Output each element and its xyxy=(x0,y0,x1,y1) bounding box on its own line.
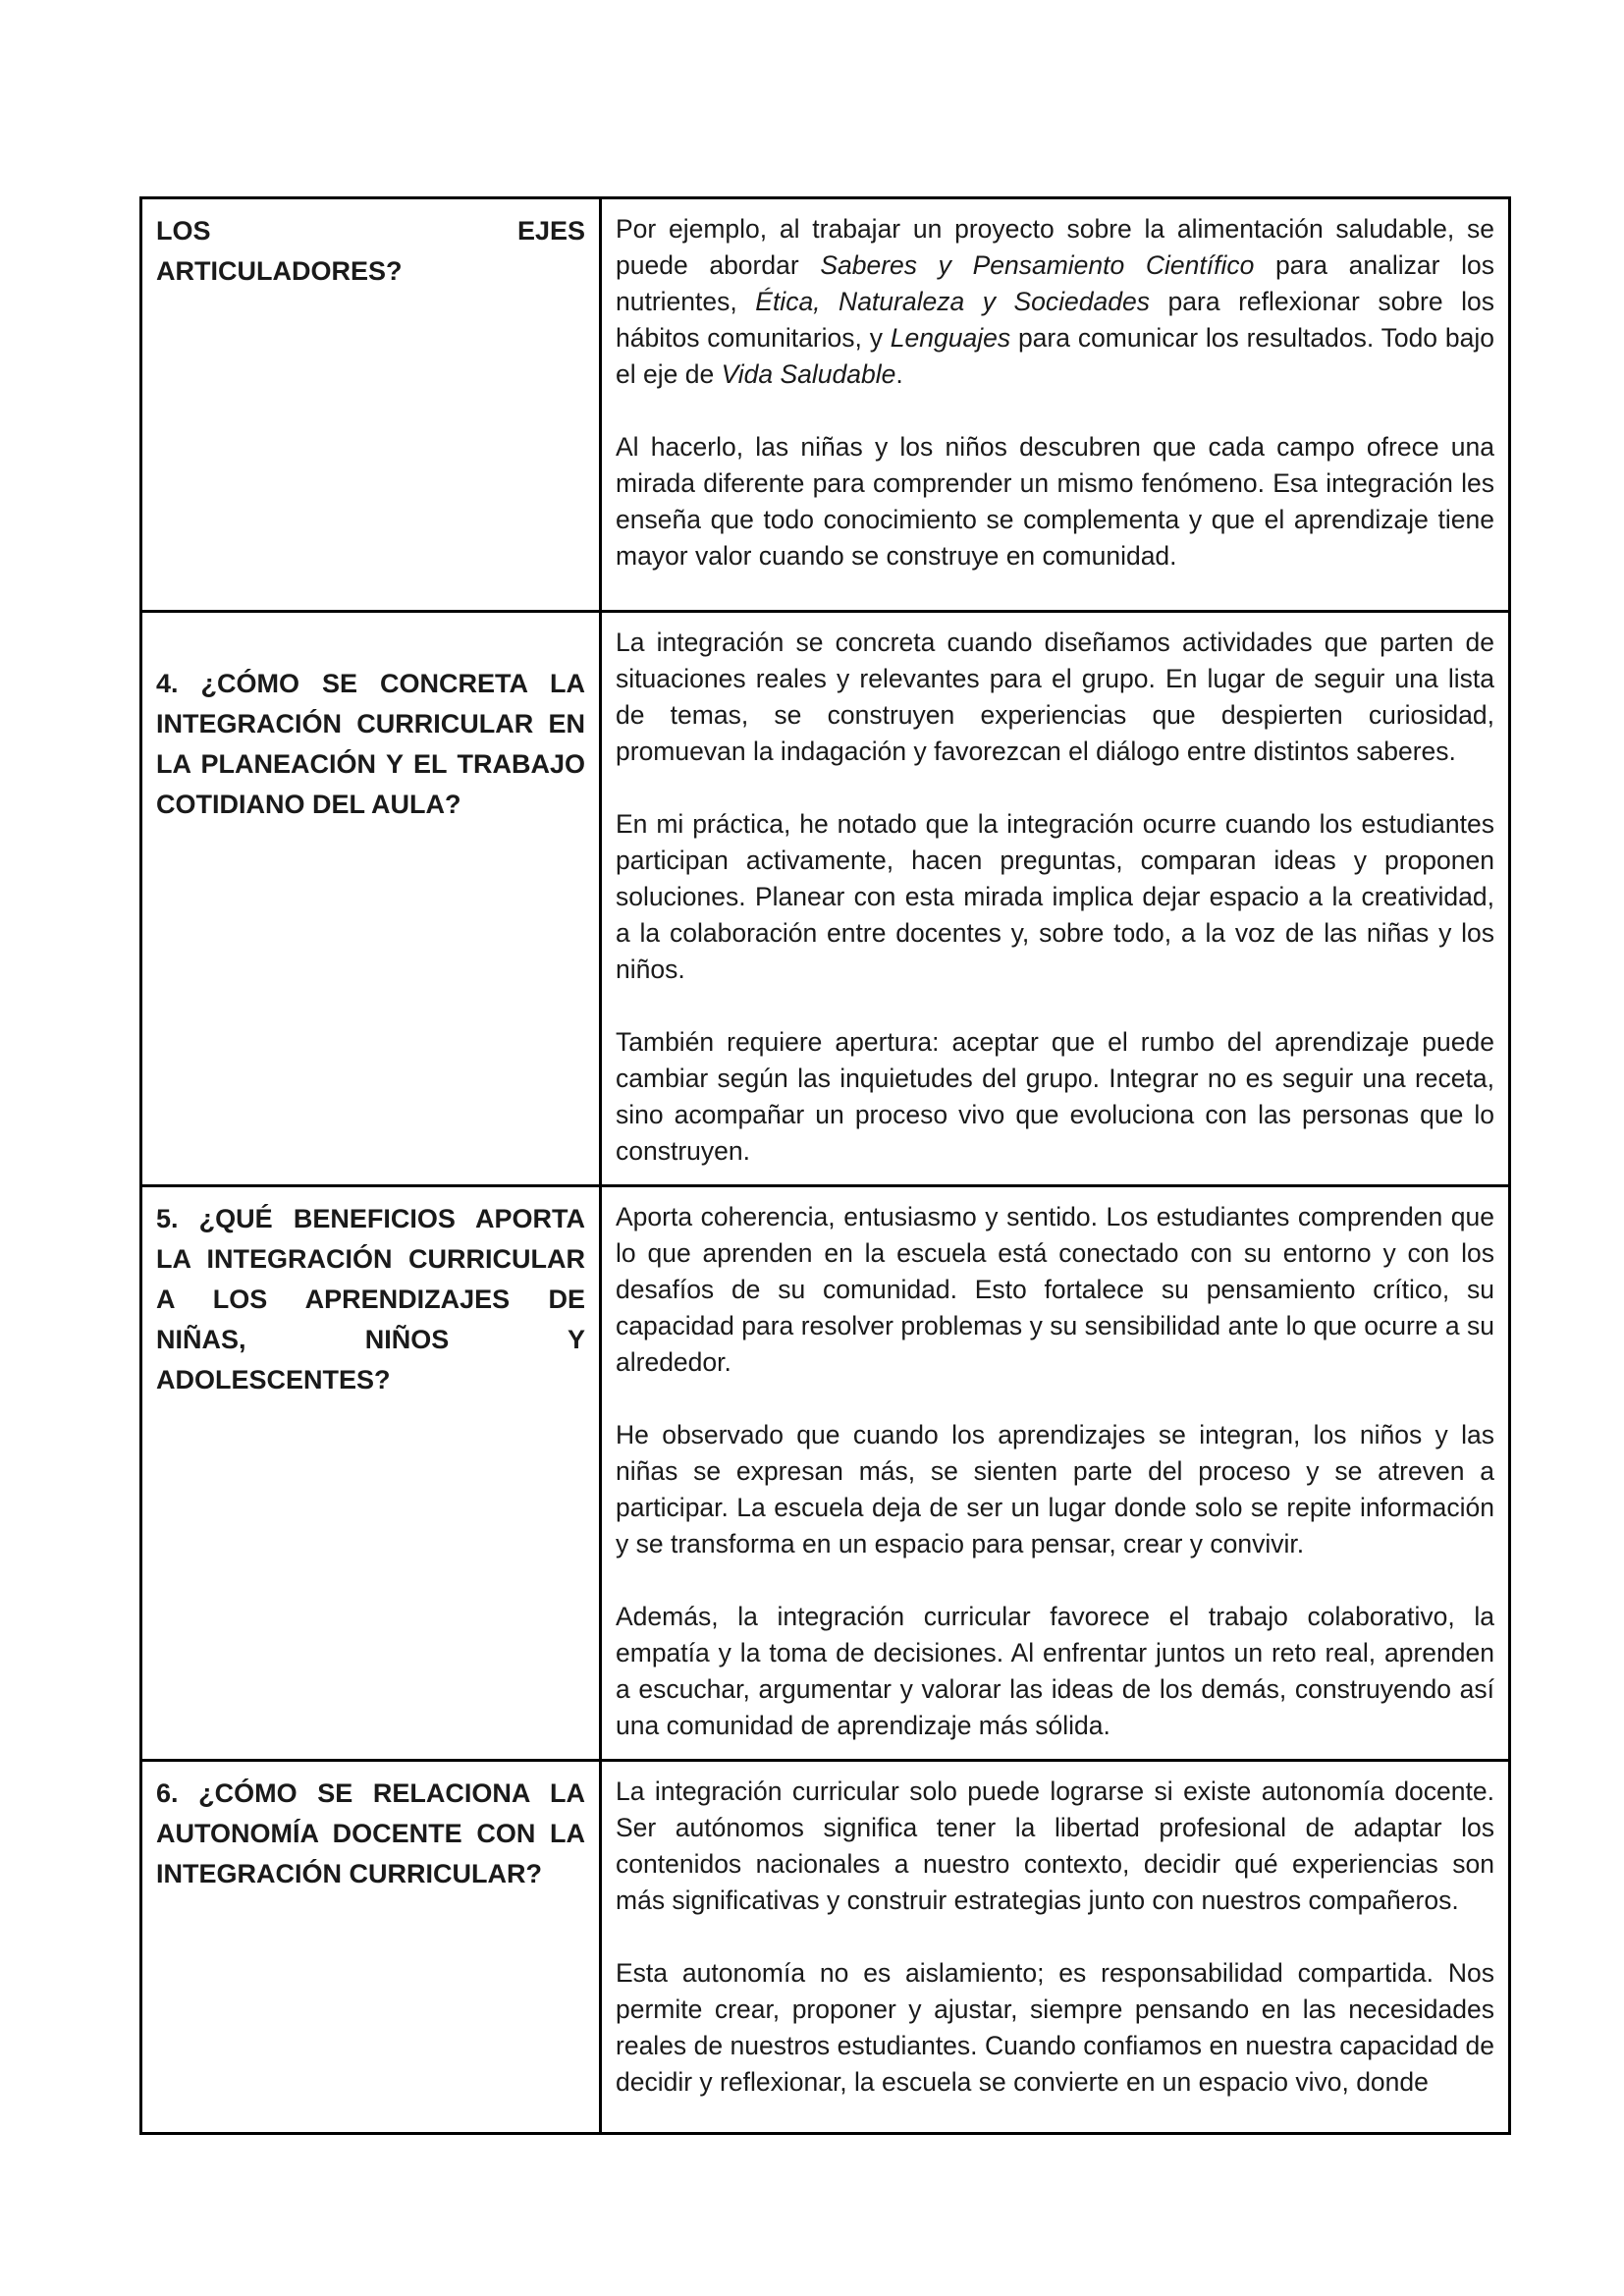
answer-cell xyxy=(601,198,1510,612)
answer-cell xyxy=(601,1186,1510,1761)
italic-term: Saberes y Pensamiento Científico xyxy=(820,250,1255,280)
question-text: 4. ¿CÓMO SE CONCRETA LA INTEGRACIÓN CURRICULAR EN LA PLANEACIÓN Y EL TRABAJO COTIDIANO DEL AULA? xyxy=(156,669,585,819)
question-text-top: LOS EJES xyxy=(156,216,585,246)
table-row xyxy=(141,1761,1510,2134)
question-text: 6. ¿CÓMO SE RELACIONA LA AUTONOMÍA DOCENTE CON LA INTEGRACIÓN CURRICULAR? xyxy=(156,1778,585,1888)
text-run: Por ejemplo, al trabajar un proyecto sobre la alimentación saludable, se puede abordar xyxy=(616,214,1494,280)
answer-paragraph: También requiere apertura: aceptar que el rumbo del aprendizaje puede cambiar según las inquietudes del grupo. Integrar no es seguir una receta, sino acompañar un proceso vivo que evoluciona con las personas que lo construyen. xyxy=(616,1027,1494,1166)
qa-table xyxy=(139,196,1511,2135)
answer-paragraph: He observado que cuando los aprendizajes se integran, los niños y las niñas se expresan más, se sienten parte del proceso y se atreven a participar. La escuela deja de ser un lugar donde solo se repite información y se transforma en un espacio para pensar, crear y convivir. xyxy=(616,1420,1494,1558)
table-row xyxy=(141,1186,1510,1761)
question-cell xyxy=(141,1761,601,2134)
text-run: para analizar los nutrientes, xyxy=(616,250,1495,316)
question-cell xyxy=(141,1186,601,1761)
italic-term: Lenguajes xyxy=(890,323,1011,353)
answer-paragraph: Aporta coherencia, entusiasmo y sentido. Los estudiantes comprenden que lo que aprenden en la escuela está conectado con su entorno y con los desafíos de su comunidad. Esto fortalece su pensamiento crítico, su capacidad para resolver problemas y su sensibilidad ante lo que ocurre a su alrededor. xyxy=(616,1202,1494,1377)
question-cell xyxy=(141,612,601,1186)
table-row xyxy=(141,612,1510,1186)
answer-paragraph xyxy=(616,211,1494,393)
italic-term: Vida Saludable xyxy=(721,359,896,389)
answer-cell xyxy=(601,612,1510,1186)
text-run: . xyxy=(895,359,903,389)
answer-paragraph: La integración curricular solo puede lograrse si existe autonomía docente. Ser autónomos significa tener la libertad profesional de adaptar los contenidos nacionales a nuestro contexto, decidir qué experiencias son más significativas y construir estrategias junto con nuestros compañeros. xyxy=(616,1777,1494,1915)
answer-paragraph: En mi práctica, he notado que la integración ocurre cuando los estudiantes participan activamente, hacen preguntas, comparan ideas y proponen soluciones. Planear con esta mirada implica dejar espacio a la creatividad, a la colaboración entre docentes y, sobre todo, a la voz de las niñas y los niños. xyxy=(616,809,1494,984)
answer-paragraph: Esta autonomía no es aislamiento; es responsabilidad compartida. Nos permite crear, proponer y ajustar, siempre pensando en las necesidades reales de nuestros estudiantes. Cuando confiamos en nuestra capacidad de decidir y reflexionar, la escuela se convierte en un espacio vivo, donde xyxy=(616,1958,1494,2097)
question-text: 5. ¿QUÉ BENEFICIOS APORTA LA INTEGRACIÓN CURRICULAR A LOS APRENDIZAJES DE NIÑAS, NIÑOS Y ADOLESCENTES? xyxy=(156,1204,585,1394)
question-text: ARTICULADORES? xyxy=(156,256,403,286)
answer-paragraph: Además, la integración curricular favorece el trabajo colaborativo, la empatía y la toma de decisiones. Al enfrentar juntos un reto real, aprenden a escuchar, argumentar y valorar las ideas de los demás, construyendo así una comunidad de aprendizaje más sólida. xyxy=(616,1602,1494,1740)
question-cell xyxy=(141,198,601,612)
italic-term: Ética, Naturaleza y Sociedades xyxy=(755,287,1150,316)
answer-cell xyxy=(601,1761,1510,2134)
text-run: para comunicar los resultados. Todo bajo el eje de xyxy=(616,323,1494,389)
answer-paragraph: Al hacerlo, las niñas y los niños descubren que cada campo ofrece una mirada diferente para comprender un mismo fenómeno. Esa integración les enseña que todo conocimiento se complementa y que el aprendizaje tiene mayor valor cuando se construye en comunidad. xyxy=(616,432,1494,571)
answer-paragraph: La integración se concreta cuando diseñamos actividades que parten de situaciones reales y relevantes para el grupo. En lugar de seguir una lista de temas, se construyen experiencias que despierten curiosidad, promuevan la indagación y favorezcan el diálogo entre distintos saberes. xyxy=(616,628,1494,766)
table-row xyxy=(141,198,1510,612)
text-run: para reflexionar sobre los hábitos comunitarios, y xyxy=(616,287,1494,353)
